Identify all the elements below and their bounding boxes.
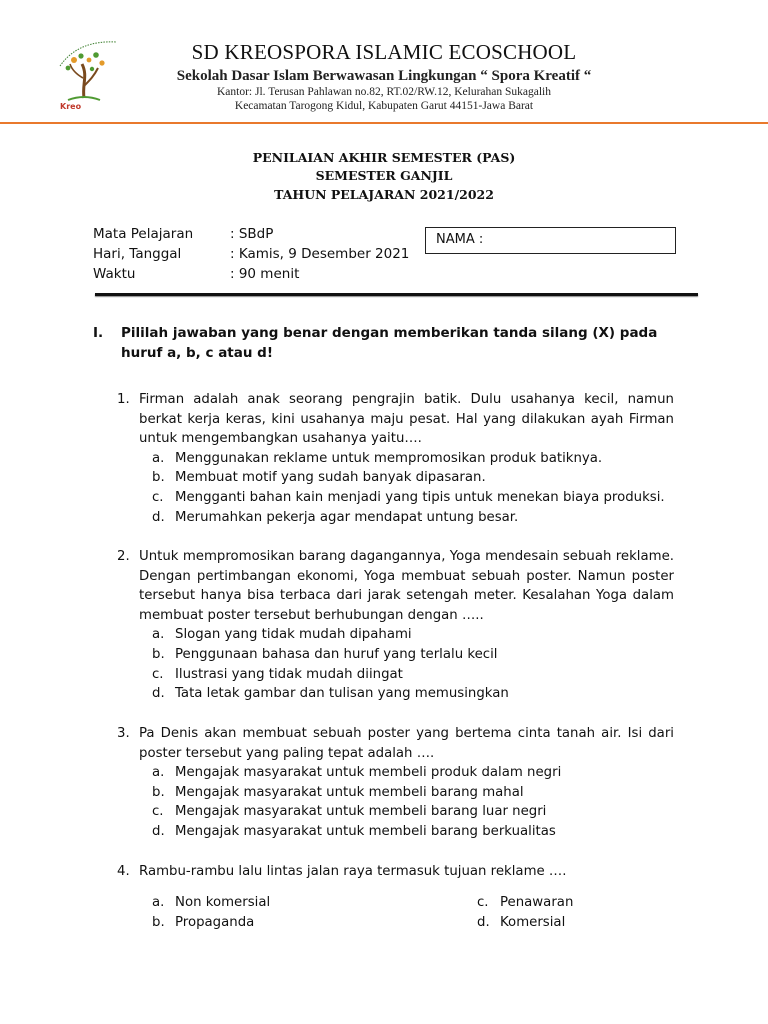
option-b[interactable]: b. Propaganda (152, 915, 255, 930)
option-d[interactable]: d. Merumahkan pekerja agar mendapat untung besar. (152, 509, 519, 525)
option-list (152, 625, 674, 703)
school-address-line1: Kantor: Jl. Terusan Pahlawan no.82, RT.02/RW.12, Kelurahan Sukagalih (217, 86, 551, 98)
exam-semester: SEMESTER GANJIL (315, 168, 453, 183)
school-subtitle: Sekolah Dasar Islam Berwawasan Lingkungan “ Spora Kreatif “ (176, 68, 592, 84)
subject-label: Mata Pelajaran (93, 226, 194, 242)
option-a[interactable]: a. Non komersial (152, 895, 271, 910)
section-number: I. (93, 325, 104, 341)
question-number: 1. (117, 392, 130, 407)
option-c[interactable]: c. Mengganti bahan kain menjadi yang tipis untuk menekan biaya produksi. (152, 489, 665, 505)
option-d[interactable]: d. Komersial (477, 915, 566, 930)
time-value: : 90 menit (230, 266, 300, 282)
question-number: 3. (117, 726, 130, 741)
option-list (152, 449, 674, 527)
option-a[interactable]: a. Menggunakan reklame untuk mempromosikan produk batiknya. (152, 450, 603, 466)
section-text: Pililah jawaban yang benar dengan memberikan tanda silang (X) pada huruf a, b, c atau d! (121, 325, 658, 361)
question-1 (117, 390, 674, 527)
subject-value: : SBdP (230, 226, 274, 242)
option-d[interactable]: d. Tata letak gambar dan tulisan yang memusingkan (152, 686, 509, 702)
question-number: 2. (117, 549, 130, 564)
question-2 (117, 547, 674, 704)
option-a[interactable]: a. Slogan yang tidak mudah dipahami (152, 627, 412, 643)
question-3 (117, 724, 674, 842)
date-label: Hari, Tanggal (93, 246, 182, 262)
option-b[interactable]: b. Mengajak masyarakat untuk membeli barang mahal (152, 784, 524, 800)
option-a[interactable]: a. Mengajak masyarakat untuk membeli produk dalam negri (152, 765, 562, 781)
option-c[interactable]: c. Ilustrasi yang tidak mudah diingat (152, 666, 403, 682)
option-c[interactable]: c. Penawaran (477, 895, 574, 910)
name-label: NAMA : (436, 232, 484, 247)
option-c[interactable]: c. Mengajak masyarakat untuk membeli barang luar negri (152, 804, 547, 820)
school-address-line2: Kecamatan Tarogong Kidul, Kabupaten Garut 44151-Jawa Barat (234, 100, 534, 112)
question-number: 4. (117, 864, 130, 879)
time-label: Waktu (93, 266, 136, 282)
question-text: Rambu-rambu lalu lintas jalan raya termasuk tujuan reklame …. (139, 864, 567, 879)
option-d[interactable]: d. Mengajak masyarakat untuk membeli barang berkualitas (152, 823, 556, 839)
option-b[interactable]: b. Membuat motif yang sudah banyak dipasaran. (152, 470, 486, 486)
header-divider (0, 122, 768, 124)
question-text: Untuk mempromosikan barang dagangannya, Yoga mendesain sebuah reklame. Dengan pertimbangan ekonomi, Yoga membuat sebuah poster. Namun poster tersebut hanya bisa terbaca dari jarak setengah meter. Kesalahan Yoga dalam membuat poster tersebut berhubungan dengan ….. (139, 549, 674, 623)
question-text: Pa Denis akan membuat sebuah poster yang bertema cinta tanah air. Isi dari poster tersebut yang paling tepat adalah …. (139, 726, 674, 761)
exam-title: PENILAIAN AKHIR SEMESTER (PAS) (252, 150, 516, 165)
school-name: SD KREOSPORA ISLAMIC ECOSCHOOL (191, 40, 577, 64)
date-value: : Kamis, 9 Desember 2021 (230, 246, 410, 262)
question-4 (117, 862, 674, 882)
option-list (152, 763, 674, 841)
question-text: Firman adalah anak seorang pengrajin batik. Dulu usahanya kecil, namun berkat kerja keras, kini usahanya maju pesat. Hal yang dilakukan ayah Firman untuk mengembangkan usahanya yaitu…. (139, 392, 674, 447)
svg-text:Kreo: Kreo (60, 102, 82, 111)
info-divider (95, 293, 698, 296)
exam-year: TAHUN PELAJARAN 2021/2022 (274, 187, 494, 202)
name-field[interactable] (425, 227, 676, 254)
option-b[interactable]: b. Penggunaan bahasa dan huruf yang terlalu kecil (152, 646, 498, 662)
